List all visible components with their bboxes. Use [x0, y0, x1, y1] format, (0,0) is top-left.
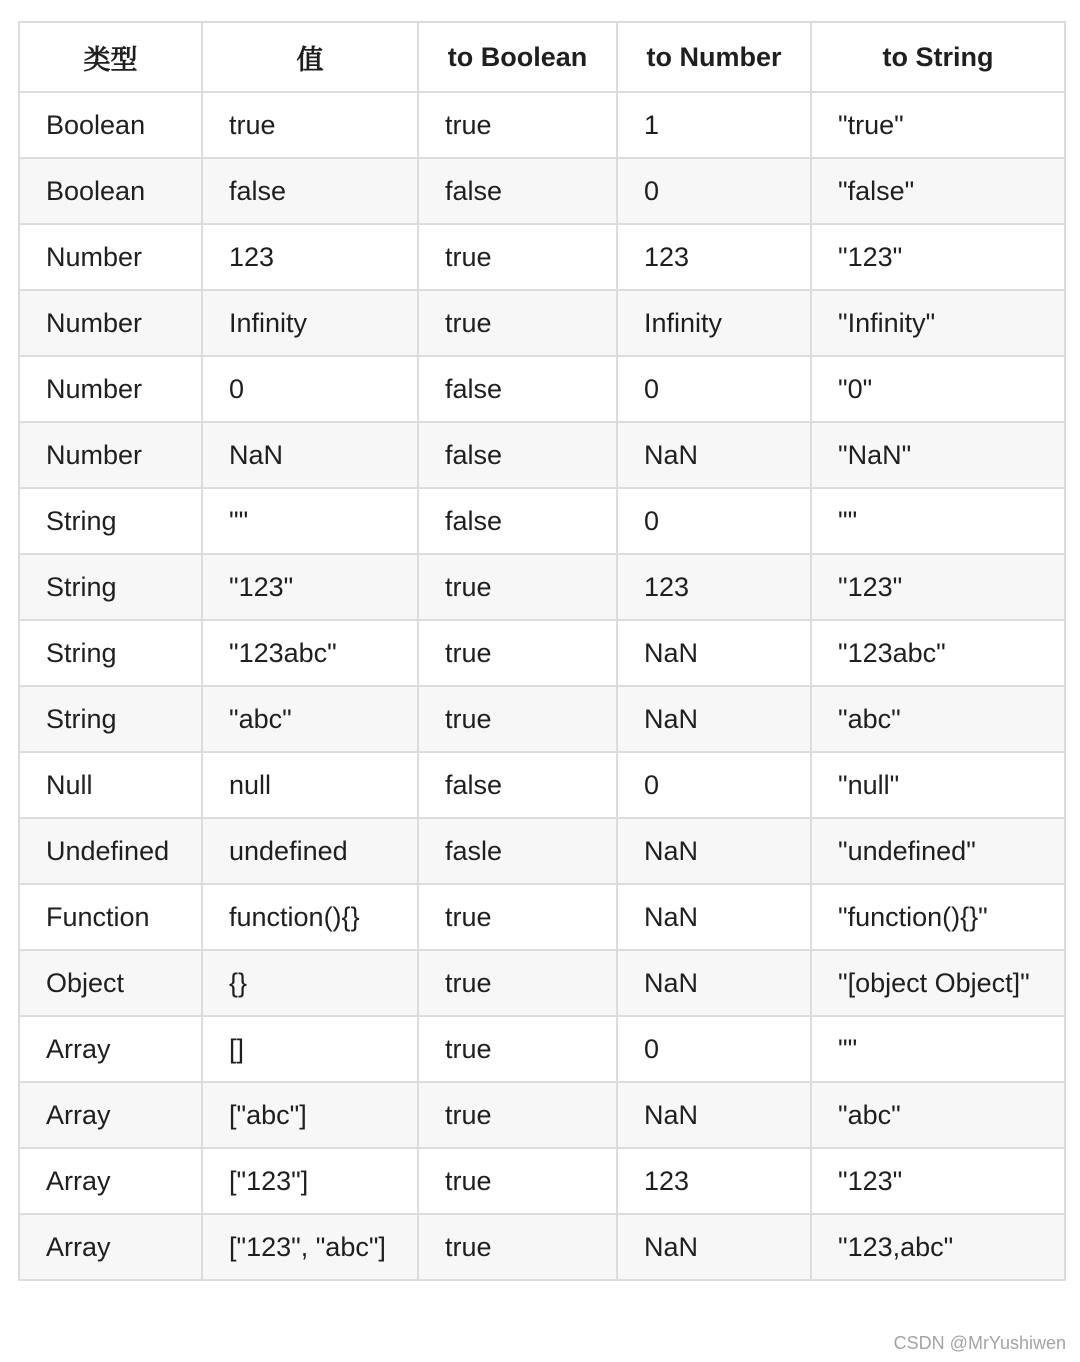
- table-row: [19, 950, 1065, 1016]
- cell-to-string: "null": [811, 752, 1065, 818]
- cell-to-number: 1: [617, 92, 811, 158]
- cell-to-boolean: true: [418, 224, 617, 290]
- cell-type: String: [19, 620, 202, 686]
- cell-to-string: "123": [811, 1148, 1065, 1214]
- cell-type: Array: [19, 1148, 202, 1214]
- cell-to-number: 0: [617, 158, 811, 224]
- header-to-string: to String: [811, 22, 1065, 92]
- cell-value: 0: [202, 356, 418, 422]
- cell-to-number: NaN: [617, 686, 811, 752]
- cell-value: true: [202, 92, 418, 158]
- cell-value: ["abc"]: [202, 1082, 418, 1148]
- cell-value: Infinity: [202, 290, 418, 356]
- table-row: [19, 1214, 1065, 1280]
- cell-to-number: 0: [617, 356, 811, 422]
- cell-type: String: [19, 686, 202, 752]
- cell-to-boolean: false: [418, 488, 617, 554]
- cell-to-number: NaN: [617, 1214, 811, 1280]
- cell-to-boolean: true: [418, 92, 617, 158]
- cell-to-boolean: true: [418, 686, 617, 752]
- cell-to-string: "123": [811, 224, 1065, 290]
- cell-value: ["123", "abc"]: [202, 1214, 418, 1280]
- cell-to-number: 0: [617, 752, 811, 818]
- cell-to-number: NaN: [617, 950, 811, 1016]
- cell-type: Array: [19, 1016, 202, 1082]
- cell-value: "": [202, 488, 418, 554]
- cell-type: Undefined: [19, 818, 202, 884]
- cell-type: Function: [19, 884, 202, 950]
- cell-type: String: [19, 554, 202, 620]
- cell-value: 123: [202, 224, 418, 290]
- cell-to-boolean: true: [418, 1082, 617, 1148]
- table-header-row: [19, 22, 1065, 92]
- cell-to-boolean: true: [418, 1148, 617, 1214]
- type-conversion-table: [18, 21, 1066, 1281]
- table-row: [19, 818, 1065, 884]
- cell-to-number: 123: [617, 224, 811, 290]
- cell-to-string: "": [811, 1016, 1065, 1082]
- cell-to-number: NaN: [617, 818, 811, 884]
- cell-type: Object: [19, 950, 202, 1016]
- cell-to-boolean: true: [418, 554, 617, 620]
- cell-to-boolean: true: [418, 290, 617, 356]
- cell-to-number: NaN: [617, 1082, 811, 1148]
- cell-to-number: NaN: [617, 620, 811, 686]
- cell-to-boolean: false: [418, 356, 617, 422]
- cell-type: Number: [19, 224, 202, 290]
- cell-value: {}: [202, 950, 418, 1016]
- header-value: 值: [202, 22, 418, 92]
- cell-to-boolean: false: [418, 158, 617, 224]
- table-row: [19, 1082, 1065, 1148]
- header-to-boolean: to Boolean: [418, 22, 617, 92]
- table-row: [19, 554, 1065, 620]
- table-row: [19, 422, 1065, 488]
- watermark: CSDN @MrYushiwen: [893, 1333, 1066, 1353]
- cell-to-number: 123: [617, 554, 811, 620]
- cell-value: function(){}: [202, 884, 418, 950]
- table-row: [19, 356, 1065, 422]
- cell-to-string: "false": [811, 158, 1065, 224]
- cell-to-number: NaN: [617, 884, 811, 950]
- cell-to-boolean: true: [418, 620, 617, 686]
- cell-to-string: "true": [811, 92, 1065, 158]
- table-row: [19, 158, 1065, 224]
- table-row: [19, 620, 1065, 686]
- cell-to-string: "undefined": [811, 818, 1065, 884]
- cell-value: []: [202, 1016, 418, 1082]
- cell-type: Null: [19, 752, 202, 818]
- cell-value: NaN: [202, 422, 418, 488]
- cell-type: Number: [19, 356, 202, 422]
- cell-to-string: "0": [811, 356, 1065, 422]
- cell-value: false: [202, 158, 418, 224]
- table-row: [19, 884, 1065, 950]
- table-row: [19, 686, 1065, 752]
- table-row: [19, 1016, 1065, 1082]
- cell-to-string: "123abc": [811, 620, 1065, 686]
- cell-to-number: 0: [617, 1016, 811, 1082]
- cell-to-string: "123,abc": [811, 1214, 1065, 1280]
- table-row: [19, 752, 1065, 818]
- cell-to-boolean: true: [418, 1016, 617, 1082]
- cell-value: "123": [202, 554, 418, 620]
- cell-type: Number: [19, 290, 202, 356]
- table-row: [19, 290, 1065, 356]
- table-row: [19, 1148, 1065, 1214]
- cell-to-boolean: fasle: [418, 818, 617, 884]
- cell-to-boolean: false: [418, 752, 617, 818]
- cell-to-string: "function(){}": [811, 884, 1065, 950]
- cell-to-string: "": [811, 488, 1065, 554]
- cell-type: Boolean: [19, 92, 202, 158]
- cell-type: Number: [19, 422, 202, 488]
- cell-to-boolean: true: [418, 884, 617, 950]
- cell-type: Boolean: [19, 158, 202, 224]
- cell-to-number: Infinity: [617, 290, 811, 356]
- header-to-number: to Number: [617, 22, 811, 92]
- cell-value: "123abc": [202, 620, 418, 686]
- cell-value: null: [202, 752, 418, 818]
- cell-to-string: "123": [811, 554, 1065, 620]
- cell-to-string: "abc": [811, 1082, 1065, 1148]
- cell-type: String: [19, 488, 202, 554]
- cell-value: undefined: [202, 818, 418, 884]
- cell-type: Array: [19, 1082, 202, 1148]
- table-body: [19, 92, 1065, 1280]
- cell-to-number: NaN: [617, 422, 811, 488]
- cell-value: ["123"]: [202, 1148, 418, 1214]
- cell-to-string: "NaN": [811, 422, 1065, 488]
- cell-to-string: "[object Object]": [811, 950, 1065, 1016]
- cell-to-number: 0: [617, 488, 811, 554]
- table-row: [19, 224, 1065, 290]
- table-row: [19, 92, 1065, 158]
- cell-to-boolean: true: [418, 1214, 617, 1280]
- cell-to-string: "Infinity": [811, 290, 1065, 356]
- cell-to-boolean: true: [418, 950, 617, 1016]
- cell-type: Array: [19, 1214, 202, 1280]
- header-type: 类型: [19, 22, 202, 92]
- cell-to-boolean: false: [418, 422, 617, 488]
- cell-value: "abc": [202, 686, 418, 752]
- cell-to-number: 123: [617, 1148, 811, 1214]
- table-row: [19, 488, 1065, 554]
- cell-to-string: "abc": [811, 686, 1065, 752]
